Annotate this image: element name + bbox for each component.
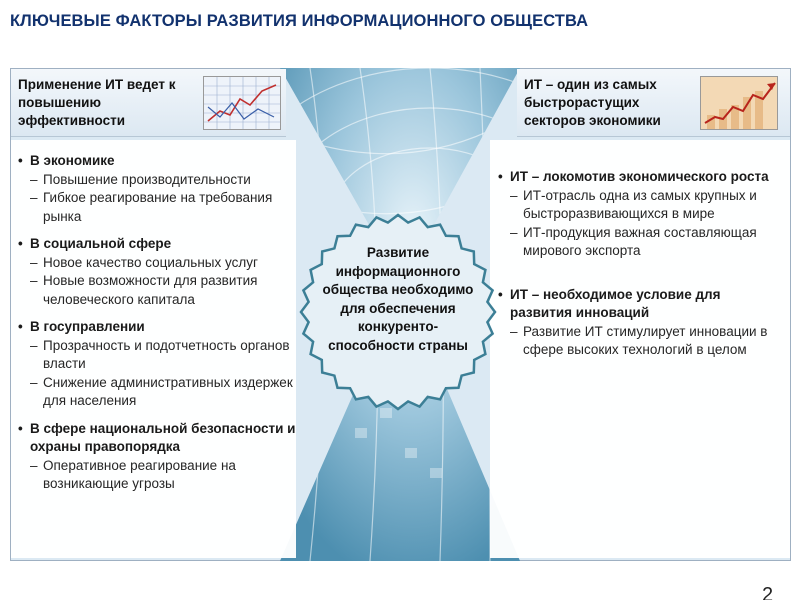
sub-item: – ИТ-продукция важная составляющая мирового экспорта xyxy=(498,224,783,261)
sub-item: – Гибкое реагирование на требования рынка xyxy=(18,189,298,226)
sub-item: – Оперативное реагирование на возникающие угрозы xyxy=(18,457,298,494)
section-heading: • ИТ – локомотив экономического роста xyxy=(498,168,783,187)
page-number: 2 xyxy=(762,584,774,600)
left-section-social xyxy=(18,235,298,309)
right-header-title: ИТ – один из самых быстрорастущих секторов экономики xyxy=(524,77,661,128)
sub-item: – Прозрачность и подотчетность органов власти xyxy=(18,337,298,374)
left-bullet-list xyxy=(18,152,298,503)
section-heading: • ИТ – необходимое условие для развития инноваций xyxy=(498,286,783,323)
slide-title: КЛЮЧЕВЫЕ ФАКТОРЫ РАЗВИТИЯ ИНФОРМАЦИОННОГО ОБЩЕСТВА xyxy=(10,12,589,30)
section-heading: • В сфере национальной безопасности и охраны правопорядка xyxy=(18,420,298,457)
left-header-title: Применение ИТ ведет к повышению эффективности xyxy=(18,77,176,128)
sub-item: – Повышение производительности xyxy=(18,171,298,190)
sub-item: – Новое качество социальных услуг xyxy=(18,254,298,273)
left-section-government xyxy=(18,318,298,411)
growth-chart-thumbnail-icon xyxy=(700,76,778,130)
right-bullet-list xyxy=(498,168,783,385)
section-heading: • В экономике xyxy=(18,152,298,171)
left-section-economy xyxy=(18,152,298,226)
sub-item: – Снижение административных издержек для населения xyxy=(18,374,298,411)
line-chart-thumbnail-icon xyxy=(203,76,281,130)
sub-item: – Новые возможности для развития человеческого капитала xyxy=(18,272,298,309)
sub-item: – ИТ-отрасль одна из самых крупных и быстроразвивающихся в мире xyxy=(498,187,783,224)
section-heading: • В социальной сфере xyxy=(18,235,298,254)
right-section-growth xyxy=(498,168,783,261)
left-section-security xyxy=(18,420,298,494)
sub-item: – Развитие ИТ стимулирует инновации в сфере высоких технологий в целом xyxy=(498,323,783,360)
center-statement: Развитие информационного общества необходимо для обеспечения конкуренто-способности страны xyxy=(322,245,474,353)
section-heading: • В госуправлении xyxy=(18,318,298,337)
right-section-innovation xyxy=(498,286,783,360)
